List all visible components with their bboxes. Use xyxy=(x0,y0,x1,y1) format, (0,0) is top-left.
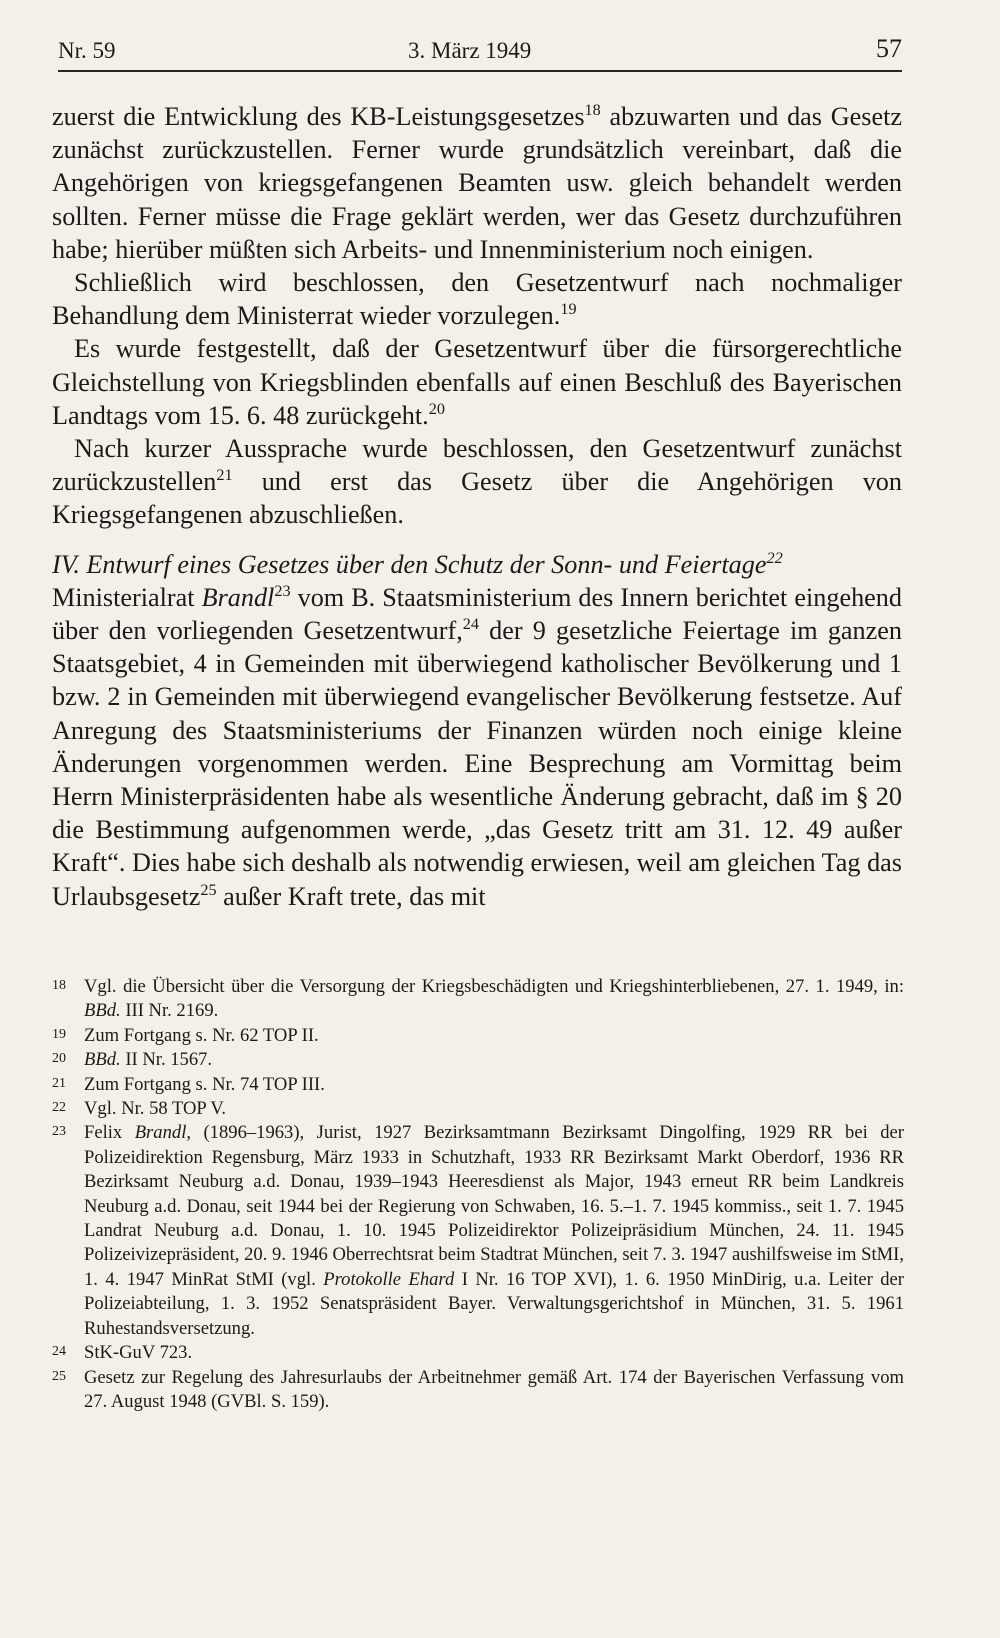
footnote-number: 18 xyxy=(52,978,66,993)
text-run: Felix xyxy=(84,1122,135,1144)
document-number: Nr. 59 xyxy=(58,38,116,63)
footnote xyxy=(52,1366,904,1415)
text-run: Ministerialrat xyxy=(52,582,202,612)
footnote-number: 24 xyxy=(52,1344,66,1360)
heading-text: IV. Entwurf eines Gesetzes über den Schutz der Sonn- und Feiertage xyxy=(52,549,767,579)
person-name: Brandl xyxy=(201,582,275,612)
footnote-text xyxy=(84,1048,904,1072)
paragraph xyxy=(52,581,902,913)
text-run: zuerst die Entwicklung des KB-Leistungsgesetzes xyxy=(52,102,585,131)
footnote-number: 21 xyxy=(52,1075,66,1091)
footnote-ref: 23 xyxy=(274,581,291,600)
document-date: 3. März 1949 xyxy=(408,38,532,63)
text-run: abzuwarten und das Gesetz zunächst zurückzustellen. Ferner wurde grundsätzlich vereinbart, daß die Angehörigen von kriegsgefangenen Beamten usw. gleich behandelt werden sollten. Ferner müsse die Frage geklärt werden, wer das Gesetz durchzuführen habe; hierüber müßten sich Arbeits- und Innenministerium noch einigen. xyxy=(52,102,903,264)
text-run: III Nr. 2169. xyxy=(120,1000,219,1022)
footnote-number: 22 xyxy=(52,1100,66,1116)
footnote-ref: 24 xyxy=(462,614,479,633)
footnote-text: StK-GuV 723. xyxy=(84,1342,193,1364)
footnote-text xyxy=(84,1121,904,1341)
text-run: II Nr. 1567. xyxy=(120,1049,213,1071)
text-run: Vgl. die Übersicht über die Versorgung der Kriegsbeschädigten und Kriegshinterbliebenen, 27. 1. 1949, in: xyxy=(84,976,904,997)
section-heading xyxy=(52,548,902,581)
footnote-ref: 25 xyxy=(200,880,217,899)
footnote-number: 23 xyxy=(52,1124,66,1140)
text-run: (1896–1963), Jurist, 1927 Bezirksamtmann Bezirksamt Dingolfing, 1929 RR bei der Polizeidirektion Regensburg, März 1933 in Schutzhaft, 1933 RR Bezirksamt Markt Oberdorf, 1936 RR Bezirksamt Neuburg a.d. Donau, 1939–1943 Heeresdienst als Major, 1943 erneut RR beim Landkreis Neuburg a.d. Donau, seit 1944 bei der Regierung von Schwaben, 16. 5.–1. 7. 1945 kommiss., seit 1. 7. 1945 Landrat Neuburg a.d. Donau, 1. 10. 1945 Polizeidirektor Polizeipräsidium München, 24. 11. 1945 Polizeivizepräsident, 20. 9. 1946 Oberrechtsrat beim Stadtrat München, seit 7. 3. 1947 aushilfsweise im StMI, 1. 4. 1947 MinRat StMI (vgl. xyxy=(84,1122,904,1290)
footnote xyxy=(52,1048,904,1072)
running-header xyxy=(58,36,902,72)
text-run: und erst das Gesetz über die Angehörigen von Kriegsgefangenen abzuschließen. xyxy=(52,467,902,530)
footnote xyxy=(52,1024,904,1048)
footnote-ref: 19 xyxy=(560,300,577,319)
footnote-number: 25 xyxy=(52,1368,66,1384)
paragraph xyxy=(52,432,902,532)
footnote xyxy=(52,1097,904,1121)
text-run: vom B. Staatsministerium des Innern berichtet eingehend über den vorliegenden Gesetzentwurf, xyxy=(52,582,902,646)
footnote-text: Zum Fortgang s. Nr. 62 TOP II. xyxy=(84,1024,319,1046)
text-run: Es wurde festgestellt, daß der Gesetzentwurf über die fürsorgerechtliche Gleichstellung von Kriegsblinden ebenfalls auf einen Beschluß des Bayerischen Landtags vom 15. 6. 48 zurückgeht. xyxy=(52,334,902,430)
paragraph xyxy=(52,266,902,332)
text-run: außer Kraft trete, das mit xyxy=(216,881,486,911)
text-run-italic: Protokolle Ehard xyxy=(323,1268,455,1290)
text-run: der 9 gesetzliche Feiertage im ganzen Staatsgebiet, 4 in Gemeinden mit überwiegend katholischer Bevölkerung und 1 bzw. 2 in Gemeinden mit überwiegend evangelischer Bevölkerung festsetze. Auf Anregung des Staatsministeriums der Finanzen würden noch einige kleine Änderungen vorgenommen werden. Eine Besprechung am Vormittag beim Herrn Ministerpräsidenten habe als wesentliche Änderung gebracht, daß im § 20 die Bestimmung aufgenommen werde, „das Gesetz tritt am 31. 12. 49 außer Kraft“. Dies habe sich deshalb als notwendig erwiesen, weil am gleichen Tag das Urlaubsgesetz xyxy=(52,616,902,911)
text-run-italic: BBd. xyxy=(84,1000,121,1022)
footnote-ref: 18 xyxy=(584,100,601,119)
footnote-ref: 22 xyxy=(766,548,783,567)
footnote-number: 20 xyxy=(52,1051,66,1067)
footnote-ref: 21 xyxy=(216,466,233,485)
main-text xyxy=(52,100,902,913)
text-run: I Nr. 16 TOP XVI), 1. 6. 1950 MinDirig, u.a. Leiter der Polizeiabteilung, 1. 3. 1952 Senatspräsident Bayer. Verwaltungsgerichtshof in München, 31. 5. 1961 Ruhestandsversetzung. xyxy=(84,1268,904,1339)
paragraph xyxy=(52,332,902,432)
footnote-ref: 20 xyxy=(428,399,445,418)
text-run: Schließlich wird beschlossen, den Gesetzentwurf nach nochmaliger Behandlung dem Ministerrat wieder vorzulegen. xyxy=(52,268,902,331)
footnote xyxy=(52,975,904,1024)
footnote-text: Gesetz zur Regelung des Jahresurlaubs der Arbeitnehmer gemäß Art. 174 der Bayerischen Verfassung vom 27. August 1948 (GVBl. S. 159). xyxy=(84,1366,904,1412)
footnote xyxy=(52,1073,904,1097)
footnote-text: Zum Fortgang s. Nr. 74 TOP III. xyxy=(84,1073,325,1095)
footnote-number: 19 xyxy=(52,1026,66,1042)
text-run-italic: BBd. xyxy=(84,1049,121,1071)
paragraph xyxy=(52,100,902,266)
page-number: 57 xyxy=(876,34,902,63)
footnote-text xyxy=(84,975,904,1024)
footnote xyxy=(52,1121,904,1341)
footnote xyxy=(52,1341,904,1365)
text-run-italic: Brandl, xyxy=(134,1122,192,1144)
text-run: Nach kurzer Aussprache wurde beschlossen, den Gesetzentwurf zunächst zurückzustellen xyxy=(52,434,902,497)
footnotes xyxy=(52,975,904,1414)
footnote-text: Vgl. Nr. 58 TOP V. xyxy=(84,1098,227,1120)
